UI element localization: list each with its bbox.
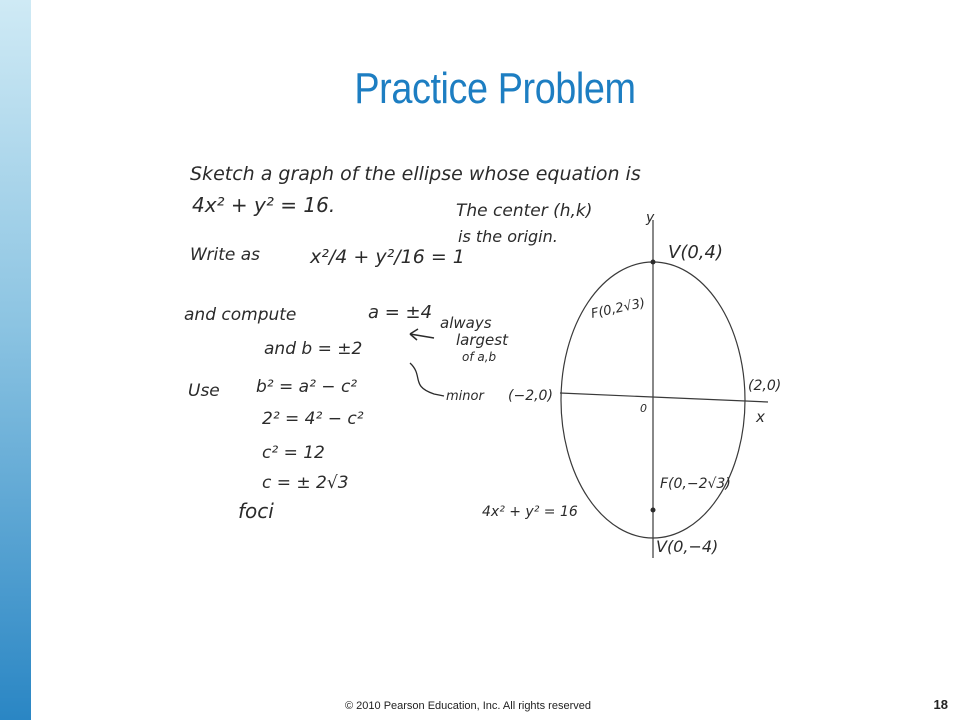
- top-focus-label: F(0,2√3): [589, 295, 647, 322]
- arrow-to-minor: [410, 363, 444, 396]
- use-label: Use: [188, 381, 220, 401]
- center-note-line-2: is the origin.: [458, 227, 558, 246]
- write-as-label: Write as: [190, 245, 261, 265]
- center-note-line-1: The center (h,k): [456, 201, 593, 221]
- origin-label: 0: [640, 402, 647, 415]
- handwritten-work-drawing: [172, 148, 792, 588]
- standard-form: x²/4 + y²/16 = 1: [310, 246, 465, 268]
- page-number: 18: [933, 697, 948, 712]
- bottom-vertex-label: V(0,−4): [656, 537, 719, 556]
- note-always: always: [440, 314, 492, 332]
- step-4: c = ± 2√3: [262, 473, 349, 493]
- problem-line-1: Sketch a graph of the ellipse whose equation is: [190, 163, 641, 185]
- a-value: a = ±4: [368, 302, 433, 323]
- vertex-top-dot: [651, 260, 656, 265]
- problem-line-2: 4x² + y² = 16.: [192, 193, 336, 217]
- vertex-bottom-dot: [651, 508, 656, 513]
- step-1: b² = a² − c²: [256, 377, 358, 397]
- note-of-ab: of a,b: [462, 350, 497, 364]
- left-point-label: (−2,0): [508, 388, 553, 404]
- compute-label: and compute: [184, 305, 297, 325]
- b-value: and b = ±2: [264, 339, 363, 359]
- note-largest: largest: [456, 331, 508, 349]
- handwritten-scan: [172, 148, 792, 588]
- right-point-label: (2,0): [748, 378, 782, 394]
- graph-equation-label: 4x² + y² = 16: [482, 504, 578, 520]
- foci-label: foci: [238, 499, 274, 523]
- decorative-sidebar: [0, 0, 31, 720]
- x-axis-label: x: [756, 408, 765, 426]
- x-axis: [560, 393, 768, 402]
- bottom-focus-label: F(0,−2√3): [660, 476, 731, 492]
- step-3: c² = 12: [262, 443, 325, 463]
- y-axis-label: y: [646, 210, 655, 226]
- step-2: 2² = 4² − c²: [262, 409, 364, 429]
- slide-title: Practice Problem: [354, 64, 636, 113]
- footer-copyright: © 2010 Pearson Education, Inc. All rights reserved: [345, 700, 591, 712]
- top-vertex-label: V(0,4): [668, 242, 723, 263]
- note-minor: minor: [446, 389, 484, 404]
